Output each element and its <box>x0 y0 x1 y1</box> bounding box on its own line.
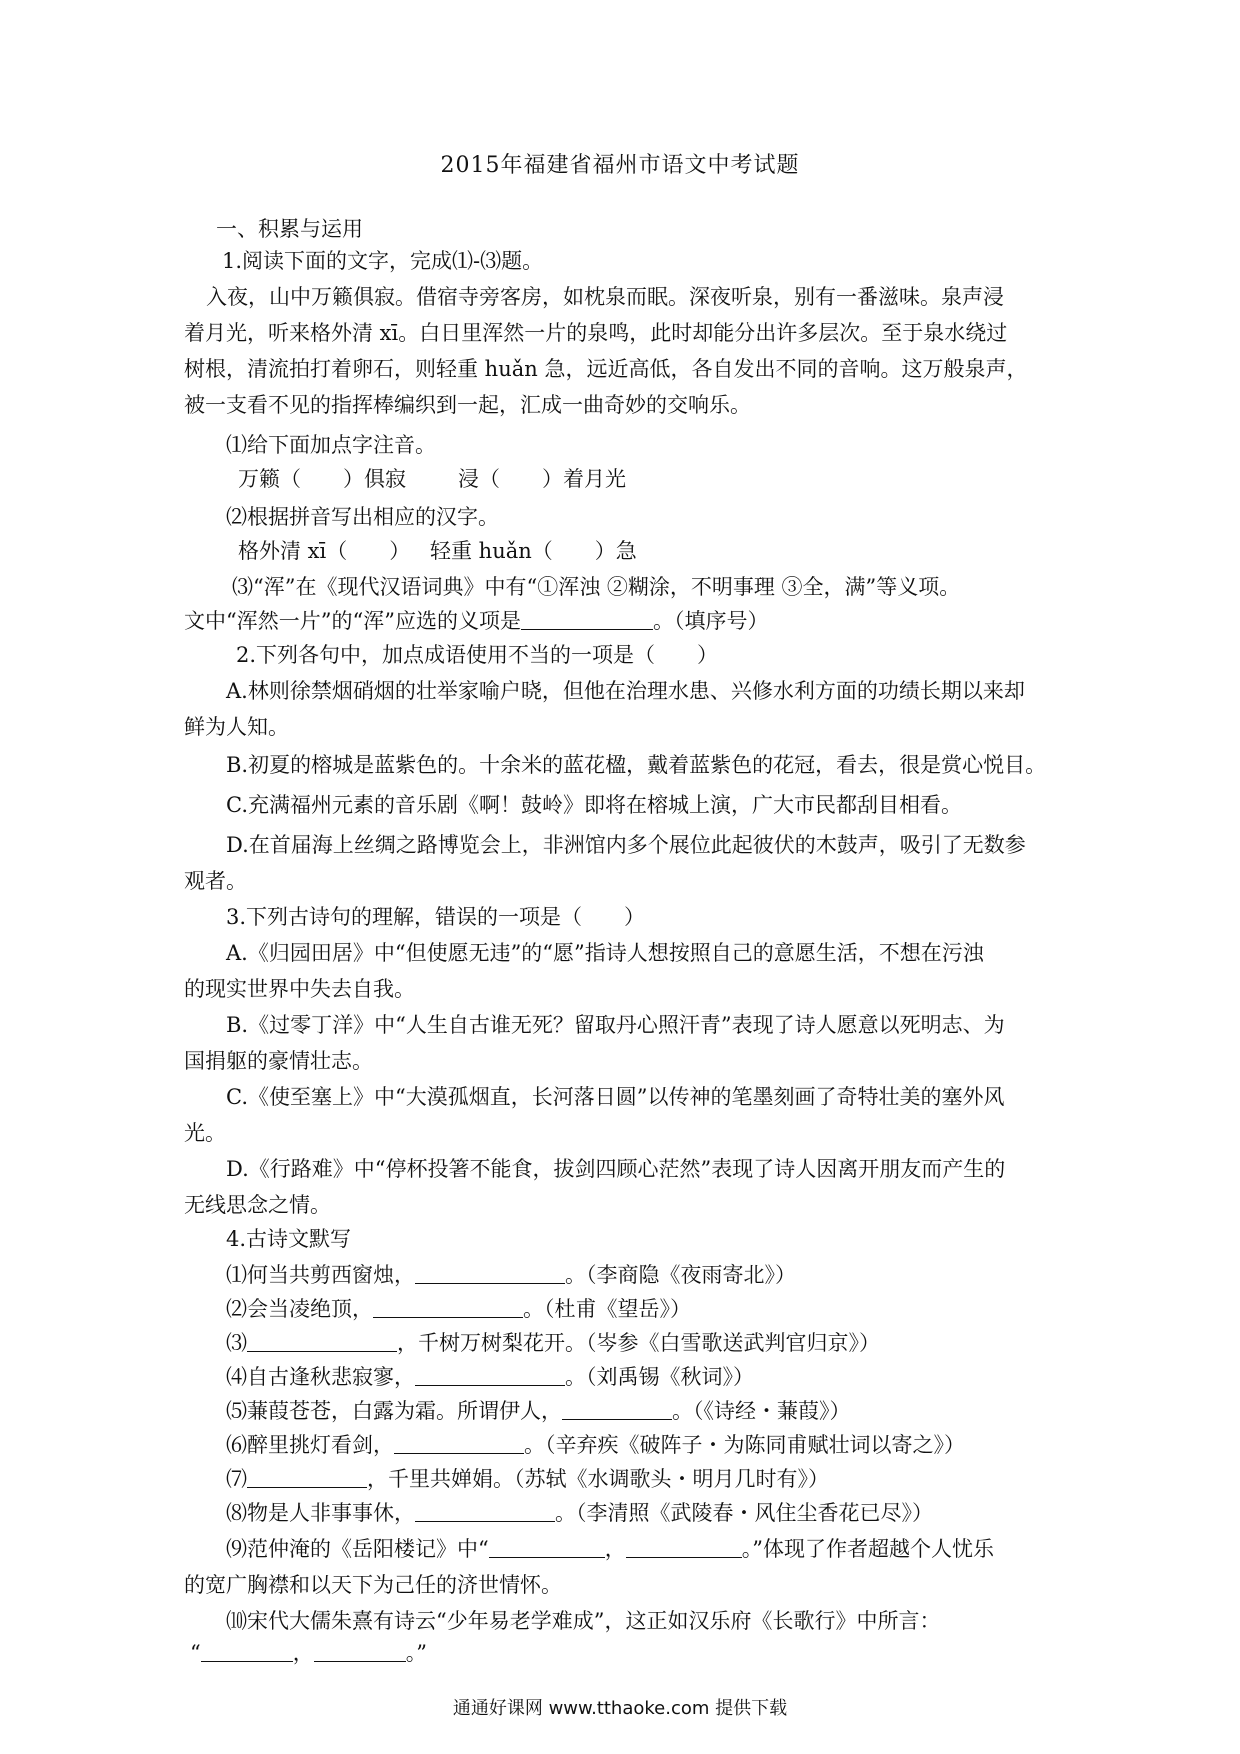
q2-option-c: C.充满福州元素的音乐剧《啊！鼓岭》即将在榕城上演，广大市民都刮目相看。 <box>226 793 962 817</box>
q4-item <box>190 1636 1060 1670</box>
section-heading: 一、积累与运用 <box>216 217 363 241</box>
q4-item-source: ，千里共婵娟。（苏轼《水调歌头・明月几时有》） <box>367 1467 829 1491</box>
q3-option-c-cont: 光。 <box>184 1121 226 1145</box>
q1-prompt: 1.阅读下面的文字，完成⑴-⑶题。 <box>222 249 544 273</box>
q4-item-text: ⑵会当凌绝顶， <box>226 1297 373 1321</box>
page-title: 2015年福建省福州市语文中考试题 <box>440 153 800 178</box>
q4-item <box>226 1360 1096 1394</box>
q3-option-a-cont: 的现实世界中失去自我。 <box>184 977 415 1001</box>
q1-sub1-item-b: 浸（ ）着月光 <box>458 467 626 491</box>
q1-sub1-item-a: 万籁（ ）俱寂 <box>238 467 406 491</box>
q4-item-text: ⑴何当共剪西窗烛， <box>226 1263 415 1287</box>
q4-item-source: 。（刘禹锡《秋词》） <box>565 1365 754 1389</box>
q3-option-a: A.《归园田居》中“但使愿无违”的“愿”指诗人想按照自己的意愿生活，不想在污浊 <box>226 941 984 965</box>
q4-item-source: ，千树万树梨花开。（岑参《白雪歌送武判官归京》） <box>397 1331 880 1355</box>
q1-passage-line: 树根，清流拍打着卵石，则轻重 huǎn 急，远近高低，各自发出不同的音响。这万般泉声， <box>184 357 1028 381</box>
q1-passage-line: 入夜，山中万籁俱寂。借宿寺旁客房，如枕泉而眠。深夜听泉，别有一番滋味。泉声浸 <box>206 285 1004 309</box>
q4-item-source: 。（辛弃疾《破阵子・为陈同甫赋壮词以寄之》） <box>524 1433 965 1457</box>
answer-blank[interactable] <box>415 1363 565 1386</box>
q1-sub3-text: 文中“浑然一片”的“浑”应选的义项是 <box>184 609 521 633</box>
q3-option-d: D.《行路难》中“停杯投箸不能食，拔剑四顾心茫然”表现了诗人因离开朋友而产生的 <box>226 1157 1006 1181</box>
answer-blank[interactable] <box>394 1431 524 1454</box>
q4-item <box>226 1532 1096 1566</box>
q1-sub2-item-b: 轻重 huǎn（ ）急 <box>430 539 637 563</box>
q4-item-text: ， <box>604 1537 626 1561</box>
answer-blank[interactable] <box>626 1535 742 1558</box>
answer-blank[interactable] <box>562 1397 672 1420</box>
answer-blank[interactable] <box>201 1639 293 1662</box>
q4-item <box>226 1496 1096 1530</box>
q4-item <box>226 1292 1096 1326</box>
answer-blank[interactable] <box>415 1261 565 1284</box>
q4-item-text: ⑺ <box>226 1467 247 1491</box>
answer-blank[interactable] <box>373 1295 523 1318</box>
q3-option-b: B.《过零丁洋》中“人生自古谁无死？留取丹心照汗青”表现了诗人愿意以死明志、为 <box>226 1013 1005 1037</box>
q4-item-text: ⑻物是人非事事休， <box>226 1501 415 1525</box>
q4-item-source: 。（杜甫《望岳》） <box>523 1297 691 1321</box>
q4-item-text: ⑷自古逢秋悲寂寥， <box>226 1365 415 1389</box>
q1-sub2-item-a: 格外清 xī（ ） <box>238 539 411 563</box>
q2-option-a: A.林则徐禁烟硝烟的壮举家喻户晓，但他在治理水患、兴修水利方面的功绩长期以来却 <box>226 679 1025 703</box>
q2-option-b: B.初夏的榕城是蓝紫色的。十余米的蓝花楹，戴着蓝紫色的花冠，看去，很是赏心悦目。 <box>226 753 1047 777</box>
q4-item-text: ， <box>292 1641 314 1665</box>
q2-option-d-cont: 观者。 <box>184 869 247 893</box>
q4-item-text: “ <box>190 1641 201 1665</box>
answer-blank[interactable] <box>489 1535 605 1558</box>
answer-blank[interactable] <box>415 1499 555 1522</box>
q4-prompt: 4.古诗文默写 <box>226 1227 352 1251</box>
q4-item-source: 。（《诗经・蒹葭》） <box>672 1399 851 1423</box>
q3-prompt: 3.下列古诗句的理解，错误的一项是（ ） <box>226 905 646 929</box>
q1-sub3-text: 。（填序号） <box>652 609 769 633</box>
q3-option-c: C.《使至塞上》中“大漠孤烟直，长河落日圆”以传神的笔墨刻画了奇特壮美的塞外风 <box>226 1085 1005 1109</box>
q4-item <box>226 1394 1096 1428</box>
q1-sub3-line <box>184 604 1054 638</box>
q4-item-text: ⑼范仲淹的《岳阳楼记》中“ <box>226 1537 489 1561</box>
answer-blank[interactable] <box>247 1465 367 1488</box>
q4-item <box>226 1326 1096 1360</box>
q4-item <box>226 1428 1096 1462</box>
footer-credit: 通通好课网 www.tthaoke.com 提供下载 <box>452 1698 788 1719</box>
q3-option-d-cont: 无线思念之情。 <box>184 1193 331 1217</box>
q4-item-cont: 的宽广胸襟和以天下为己任的济世情怀。 <box>184 1573 562 1597</box>
q4-item-source: 。（李商隐《夜雨寄北》） <box>565 1263 796 1287</box>
q4-item <box>226 1462 1096 1496</box>
answer-blank[interactable] <box>521 607 653 630</box>
q1-sub3-line: ⑶“浑”在《现代汉语词典》中有“①浑浊 ②糊涂，不明事理 ③全，满”等义项。 <box>232 575 961 599</box>
q1-sub1: ⑴给下面加点字注音。 <box>226 433 436 457</box>
q4-item <box>226 1258 1096 1292</box>
answer-blank[interactable] <box>247 1329 397 1352</box>
q3-option-b-cont: 国捐躯的豪情壮志。 <box>184 1049 373 1073</box>
q1-sub2: ⑵根据拼音写出相应的汉字。 <box>226 505 499 529</box>
q4-item-text: 。”体现了作者超越个人忧乐 <box>741 1537 994 1561</box>
q4-item-text: 。” <box>405 1641 427 1665</box>
answer-blank[interactable] <box>314 1639 406 1662</box>
q4-item-text: ⑶ <box>226 1331 247 1355</box>
q1-passage-line: 被一支看不见的指挥棒编织到一起，汇成一曲奇妙的交响乐。 <box>184 393 751 417</box>
q4-item: ⑽宋代大儒朱熹有诗云“少年易老学难成”，这正如汉乐府《长歌行》中所言： <box>226 1609 941 1633</box>
q1-passage-line: 着月光，听来格外清 xī。白日里浑然一片的泉鸣，此时却能分出许多层次。至于泉水绕过 <box>184 321 1008 345</box>
q2-option-d: D.在首届海上丝绸之路博览会上，非洲馆内多个展位此起彼伏的木鼓声，吸引了无数参 <box>226 833 1026 857</box>
q4-item-source: 。（李清照《武陵春・风住尘香花已尽》） <box>555 1501 933 1525</box>
q2-option-a-cont: 鲜为人知。 <box>184 715 289 739</box>
q4-item-text: ⑸蒹葭苍苍，白露为霜。所谓伊人， <box>226 1399 562 1423</box>
q2-prompt: 2.下列各句中，加点成语使用不当的一项是（ ） <box>236 643 719 667</box>
q4-item-text: ⑹醉里挑灯看剑， <box>226 1433 394 1457</box>
